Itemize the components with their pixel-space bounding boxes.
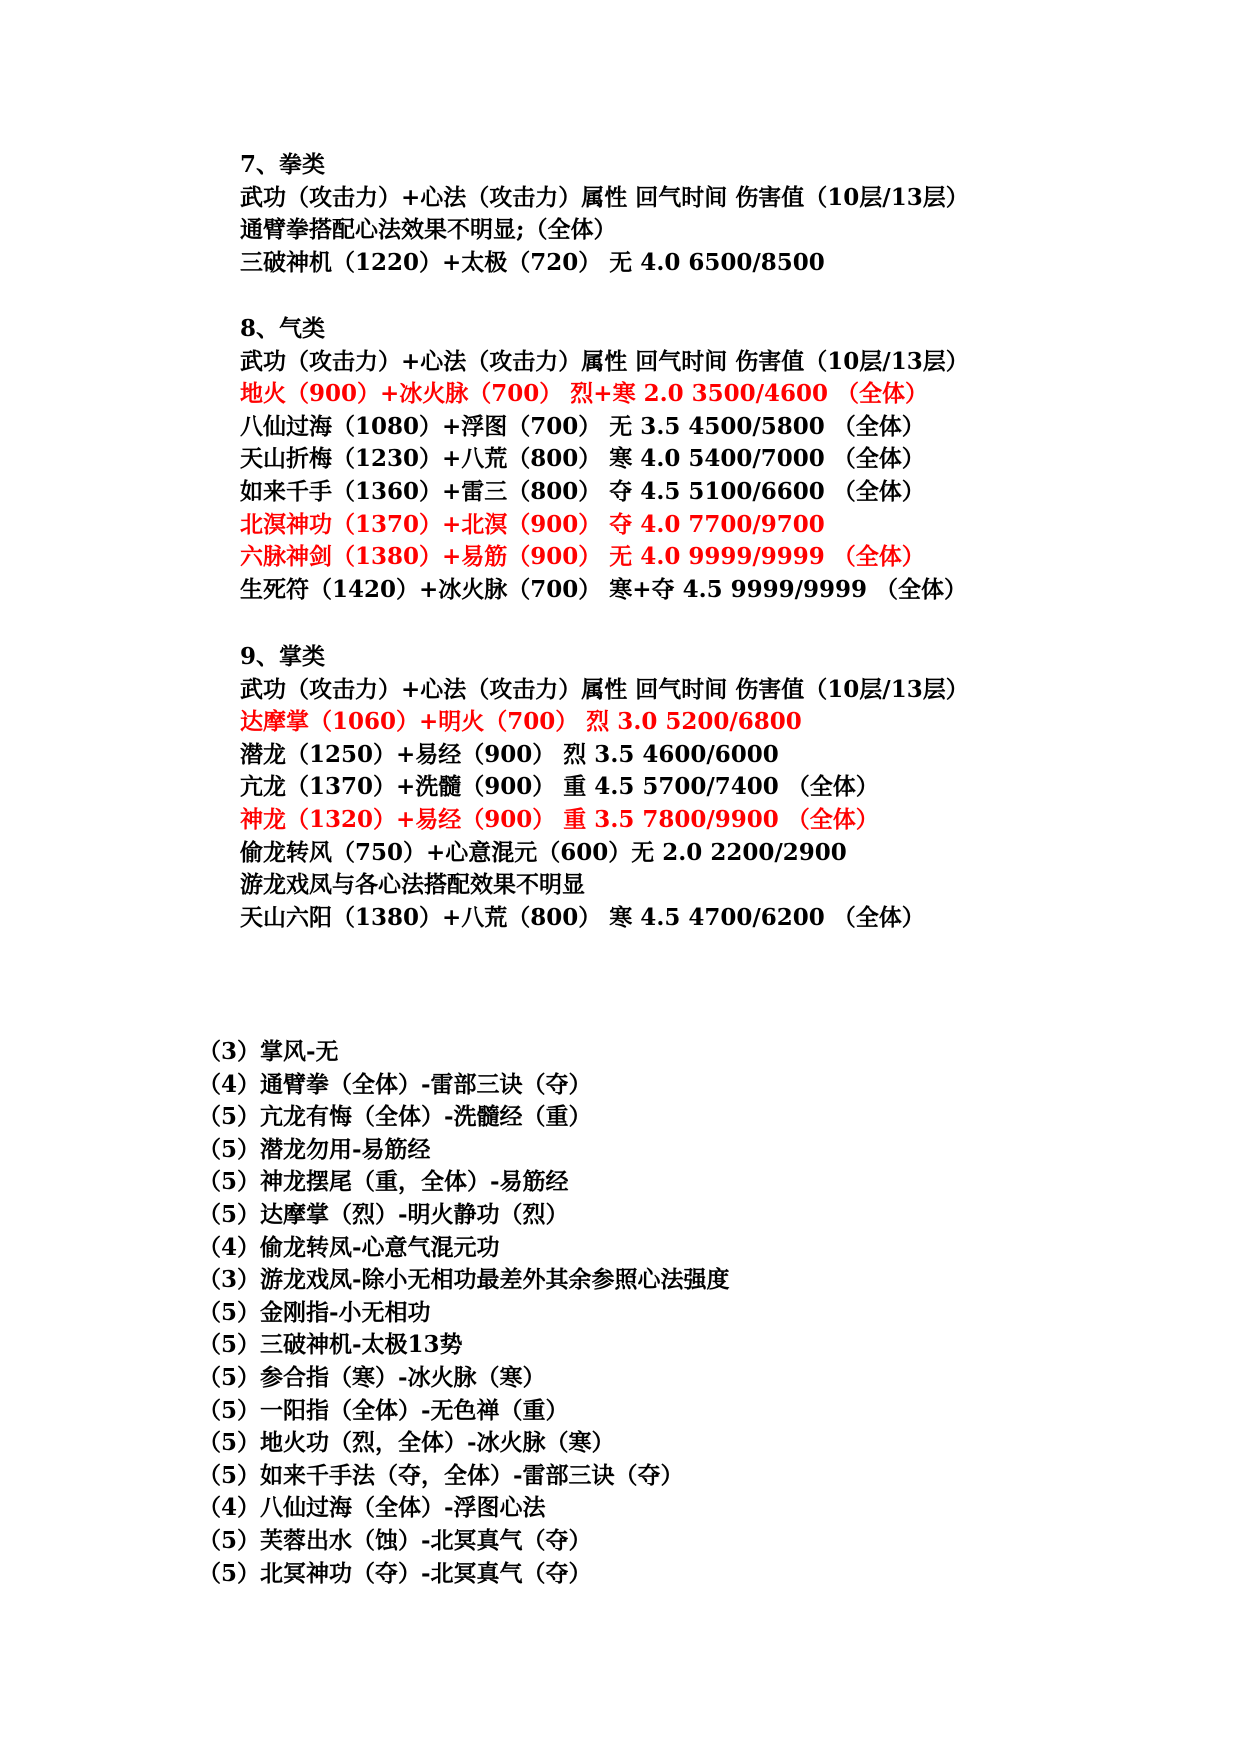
combo-line-highlighted: 六脉神剑（1380）+易筋（900） 无 4.0 9999/9999 （全体） <box>240 543 925 571</box>
column-header-line: 武功（攻击力）+心法（攻击力）属性 回气时间 伤害值（10层/13层） <box>240 183 969 211</box>
rating-list <box>198 1036 1198 1590</box>
list-item: （3）掌风-无 <box>198 1038 339 1065</box>
section-fist <box>240 149 1200 279</box>
combo-line-highlighted: 地火（900）+冰火脉（700） 烈+寒 2.0 3500/4600 （全体） <box>240 380 929 408</box>
list-item: （3）游龙戏凤-除小无相功最差外其余参照心法强度 <box>198 1266 730 1294</box>
combo-line: 如来千手（1360）+雷三（800） 夺 4.5 5100/6600 （全体） <box>240 477 925 505</box>
combo-line: 三破神机（1220）+太极（720） 无 4.0 6500/8500 <box>240 248 825 276</box>
combo-line: 潜龙（1250）+易经（900） 烈 3.5 4600/6000 <box>240 740 779 768</box>
section-palm <box>240 641 1200 934</box>
list-item: （5）一阳指（全体）-无色禅（重） <box>198 1396 569 1424</box>
note-line: 通臂拳搭配心法效果不明显;（全体） <box>240 216 617 244</box>
combo-line: 偷龙转风（750）+心意混元（600）无 2.0 2200/2900 <box>240 838 847 866</box>
combo-line: 天山折梅（1230）+八荒（800） 寒 4.0 5400/7000 （全体） <box>240 445 925 473</box>
combo-line: 亢龙（1370）+洗髓（900） 重 4.5 5700/7400 （全体） <box>240 773 879 801</box>
combo-line: 生死符（1420）+冰火脉（700） 寒+夺 4.5 9999/9999 （全体） <box>240 575 968 603</box>
combo-line: 天山六阳（1380）+八荒（800） 寒 4.5 4700/6200 （全体） <box>240 903 925 931</box>
column-header-line: 武功（攻击力）+心法（攻击力）属性 回气时间 伤害值（10层/13层） <box>240 347 969 375</box>
list-item: （5）潜龙勿用-易筋经 <box>198 1135 431 1163</box>
list-item: （5）亢龙有悔（全体）-洗髓经（重） <box>198 1103 592 1131</box>
list-item: （4）八仙过海（全体）-浮图心法 <box>198 1494 546 1522</box>
combo-line-highlighted: 北溟神功（1370）+北溟（900） 夺 4.0 7700/9700 <box>240 510 825 538</box>
list-item: （5）参合指（寒）-冰火脉（寒） <box>198 1363 546 1391</box>
combo-line-highlighted: 达摩掌（1060）+明火（700） 烈 3.0 5200/6800 <box>240 708 802 736</box>
list-item: （4）通臂拳（全体）-雷部三诀（夺） <box>198 1070 592 1098</box>
list-item: （5）三破神机-太极13势 <box>198 1331 463 1359</box>
list-item: （4）偷龙转凤-心意气混元功 <box>198 1233 500 1261</box>
list-item: （5）金刚指-小无相功 <box>198 1298 431 1326</box>
column-header-line: 武功（攻击力）+心法（攻击力）属性 回气时间 伤害值（10层/13层） <box>240 675 969 703</box>
list-item: （5）芙蓉出水（蚀）-北冥真气（夺） <box>198 1526 592 1554</box>
list-item: （5）地火功（烈，全体）-冰火脉（寒） <box>198 1429 615 1457</box>
list-item: （5）如来千手法（夺，全体）-雷部三诀（夺） <box>198 1461 684 1489</box>
section-heading: 8、气类 <box>240 315 326 342</box>
list-item: （5）神龙摆尾（重，全体）-易筋经 <box>198 1168 569 1196</box>
list-item: （5）北冥神功（夺）-北冥真气（夺） <box>198 1559 592 1587</box>
combo-line-highlighted: 神龙（1320）+易经（900） 重 3.5 7800/9900 （全体） <box>240 805 879 833</box>
combo-line: 八仙过海（1080）+浮图（700） 无 3.5 4500/5800 （全体） <box>240 412 925 440</box>
section-heading: 7、拳类 <box>240 151 326 178</box>
note-line: 游龙戏凤与各心法搭配效果不明显 <box>240 871 585 899</box>
list-item: （5）达摩掌（烈）-明火静功（烈） <box>198 1200 569 1228</box>
section-qi <box>240 313 1200 606</box>
section-heading: 9、掌类 <box>240 643 326 670</box>
